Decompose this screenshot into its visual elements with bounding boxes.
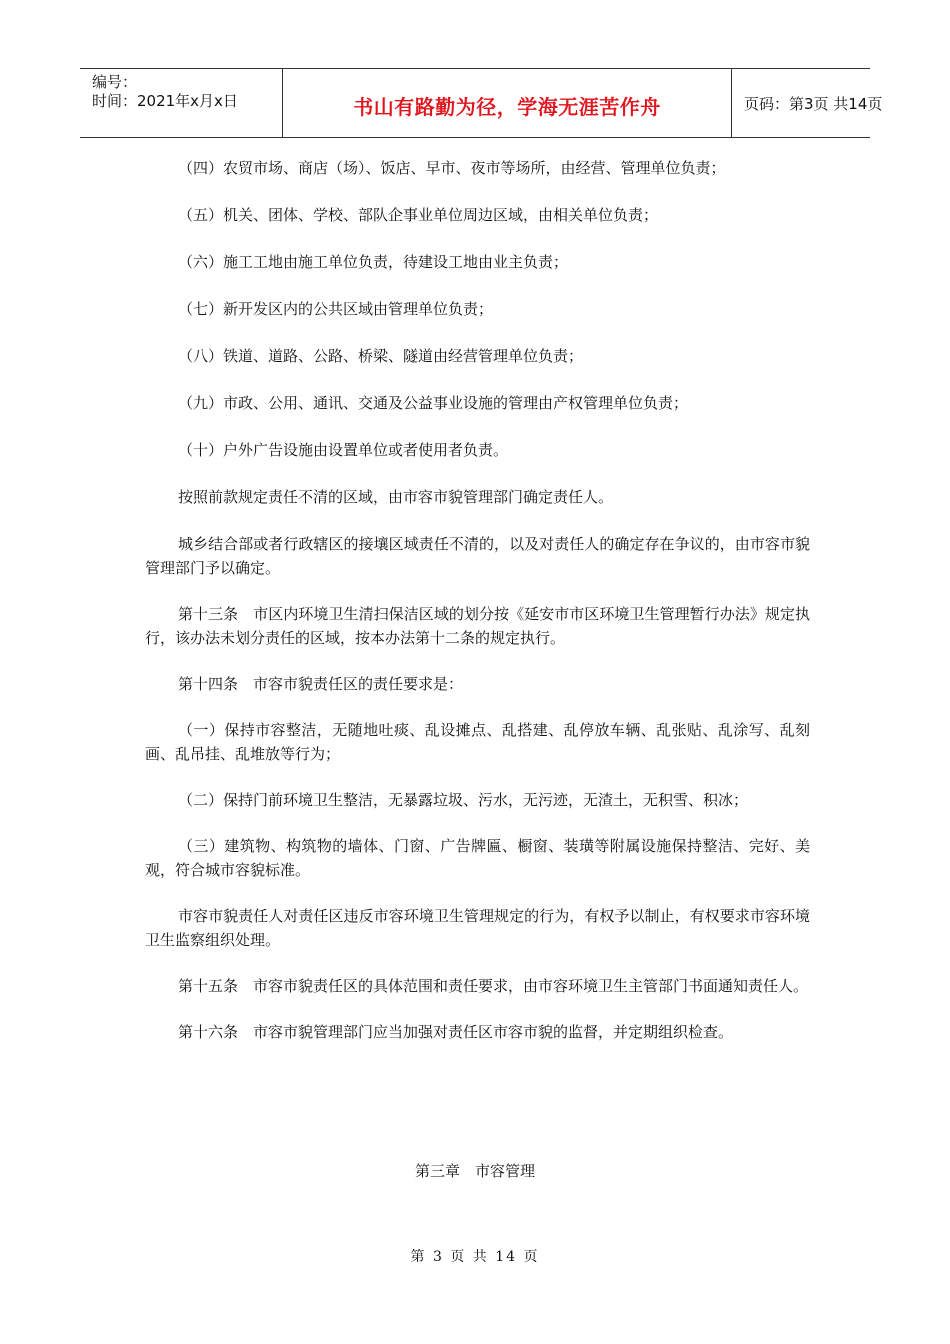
paragraph: （十）户外广告设施由设置单位或者使用者负责。	[178, 441, 509, 459]
article-16: 第十六条 市容市貌管理部门应当加强对责任区市容市貌的监督，并定期组织检查。	[178, 1023, 734, 1041]
document-date-label: 时间：2021年x月x日	[92, 92, 238, 110]
header-page-code: 页码：第3页 共14页	[744, 95, 883, 113]
document-number-label: 编号：	[92, 73, 138, 91]
paragraph: （六）施工工地由施工单位负责，待建设工地由业主负责；	[178, 253, 569, 271]
paragraph: （八）铁道、道路、公路、桥梁、隧道由经营管理单位负责；	[178, 347, 584, 365]
header-motto: 书山有路勤为径，学海无涯苦作舟	[353, 95, 661, 119]
header-motto-cell	[282, 69, 732, 137]
paragraph: （一）保持市容整洁，无随地吐痰、乱设摊点、乱搭建、乱停放车辆、乱张贴、乱涂写、乱刻画、乱吊挂、乱堆放等行为；	[145, 721, 810, 763]
paragraph: （四）农贸市场、商店（场）、饭店、早市、夜市等场所，由经营、管理单位负责；	[178, 159, 726, 177]
paragraph: 市容市貌责任人对责任区违反市容环境卫生管理规定的行为，有权予以制止，有权要求市容环境卫生监察组织处理。	[145, 907, 810, 949]
paragraph: 城乡结合部或者行政辖区的接壤区域责任不清的，以及对责任人的确定存在争议的，由市容市貌管理部门予以确定。	[145, 535, 810, 577]
chapter-heading: 第三章 市容管理	[414, 1162, 535, 1180]
paragraph: （三）建筑物、构筑物的墙体、门窗、广告牌匾、橱窗、装璜等附属设施保持整洁、完好、美观，符合城市容貌标准。	[145, 837, 810, 879]
header-meta	[80, 69, 282, 137]
paragraph: （七）新开发区内的公共区域由管理单位负责；	[178, 300, 494, 318]
page-footer: 第 3 页 共 14 页	[410, 1249, 540, 1265]
paragraph: （九）市政、公用、通讯、交通及公益事业设施的管理由产权管理单位负责；	[178, 394, 689, 412]
page-header	[80, 68, 883, 138]
paragraph: （二）保持门前环境卫生整洁，无暴露垃圾、污水，无污迹，无渣土，无积雪、积冰；	[178, 791, 749, 809]
document-body	[145, 156, 810, 1044]
article-13: 第十三条 市区内环境卫生清扫保洁区域的划分按《延安市市区环境卫生管理暂行办法》规定执行，该办法未划分责任的区域，按本办法第十二条的规定执行。	[145, 605, 810, 647]
header-page-cell	[732, 69, 883, 137]
paragraph: 按照前款规定责任不清的区域，由市容市貌管理部门确定责任人。	[178, 488, 614, 506]
article-14: 第十四条 市容市貌责任区的责任要求是：	[178, 675, 464, 693]
paragraph: （五）机关、团体、学校、部队企事业单位周边区域，由相关单位负责；	[178, 206, 659, 224]
article-15: 第十五条 市容市貌责任区的具体范围和责任要求，由市容环境卫生主管部门书面通知责任人。	[178, 977, 809, 995]
